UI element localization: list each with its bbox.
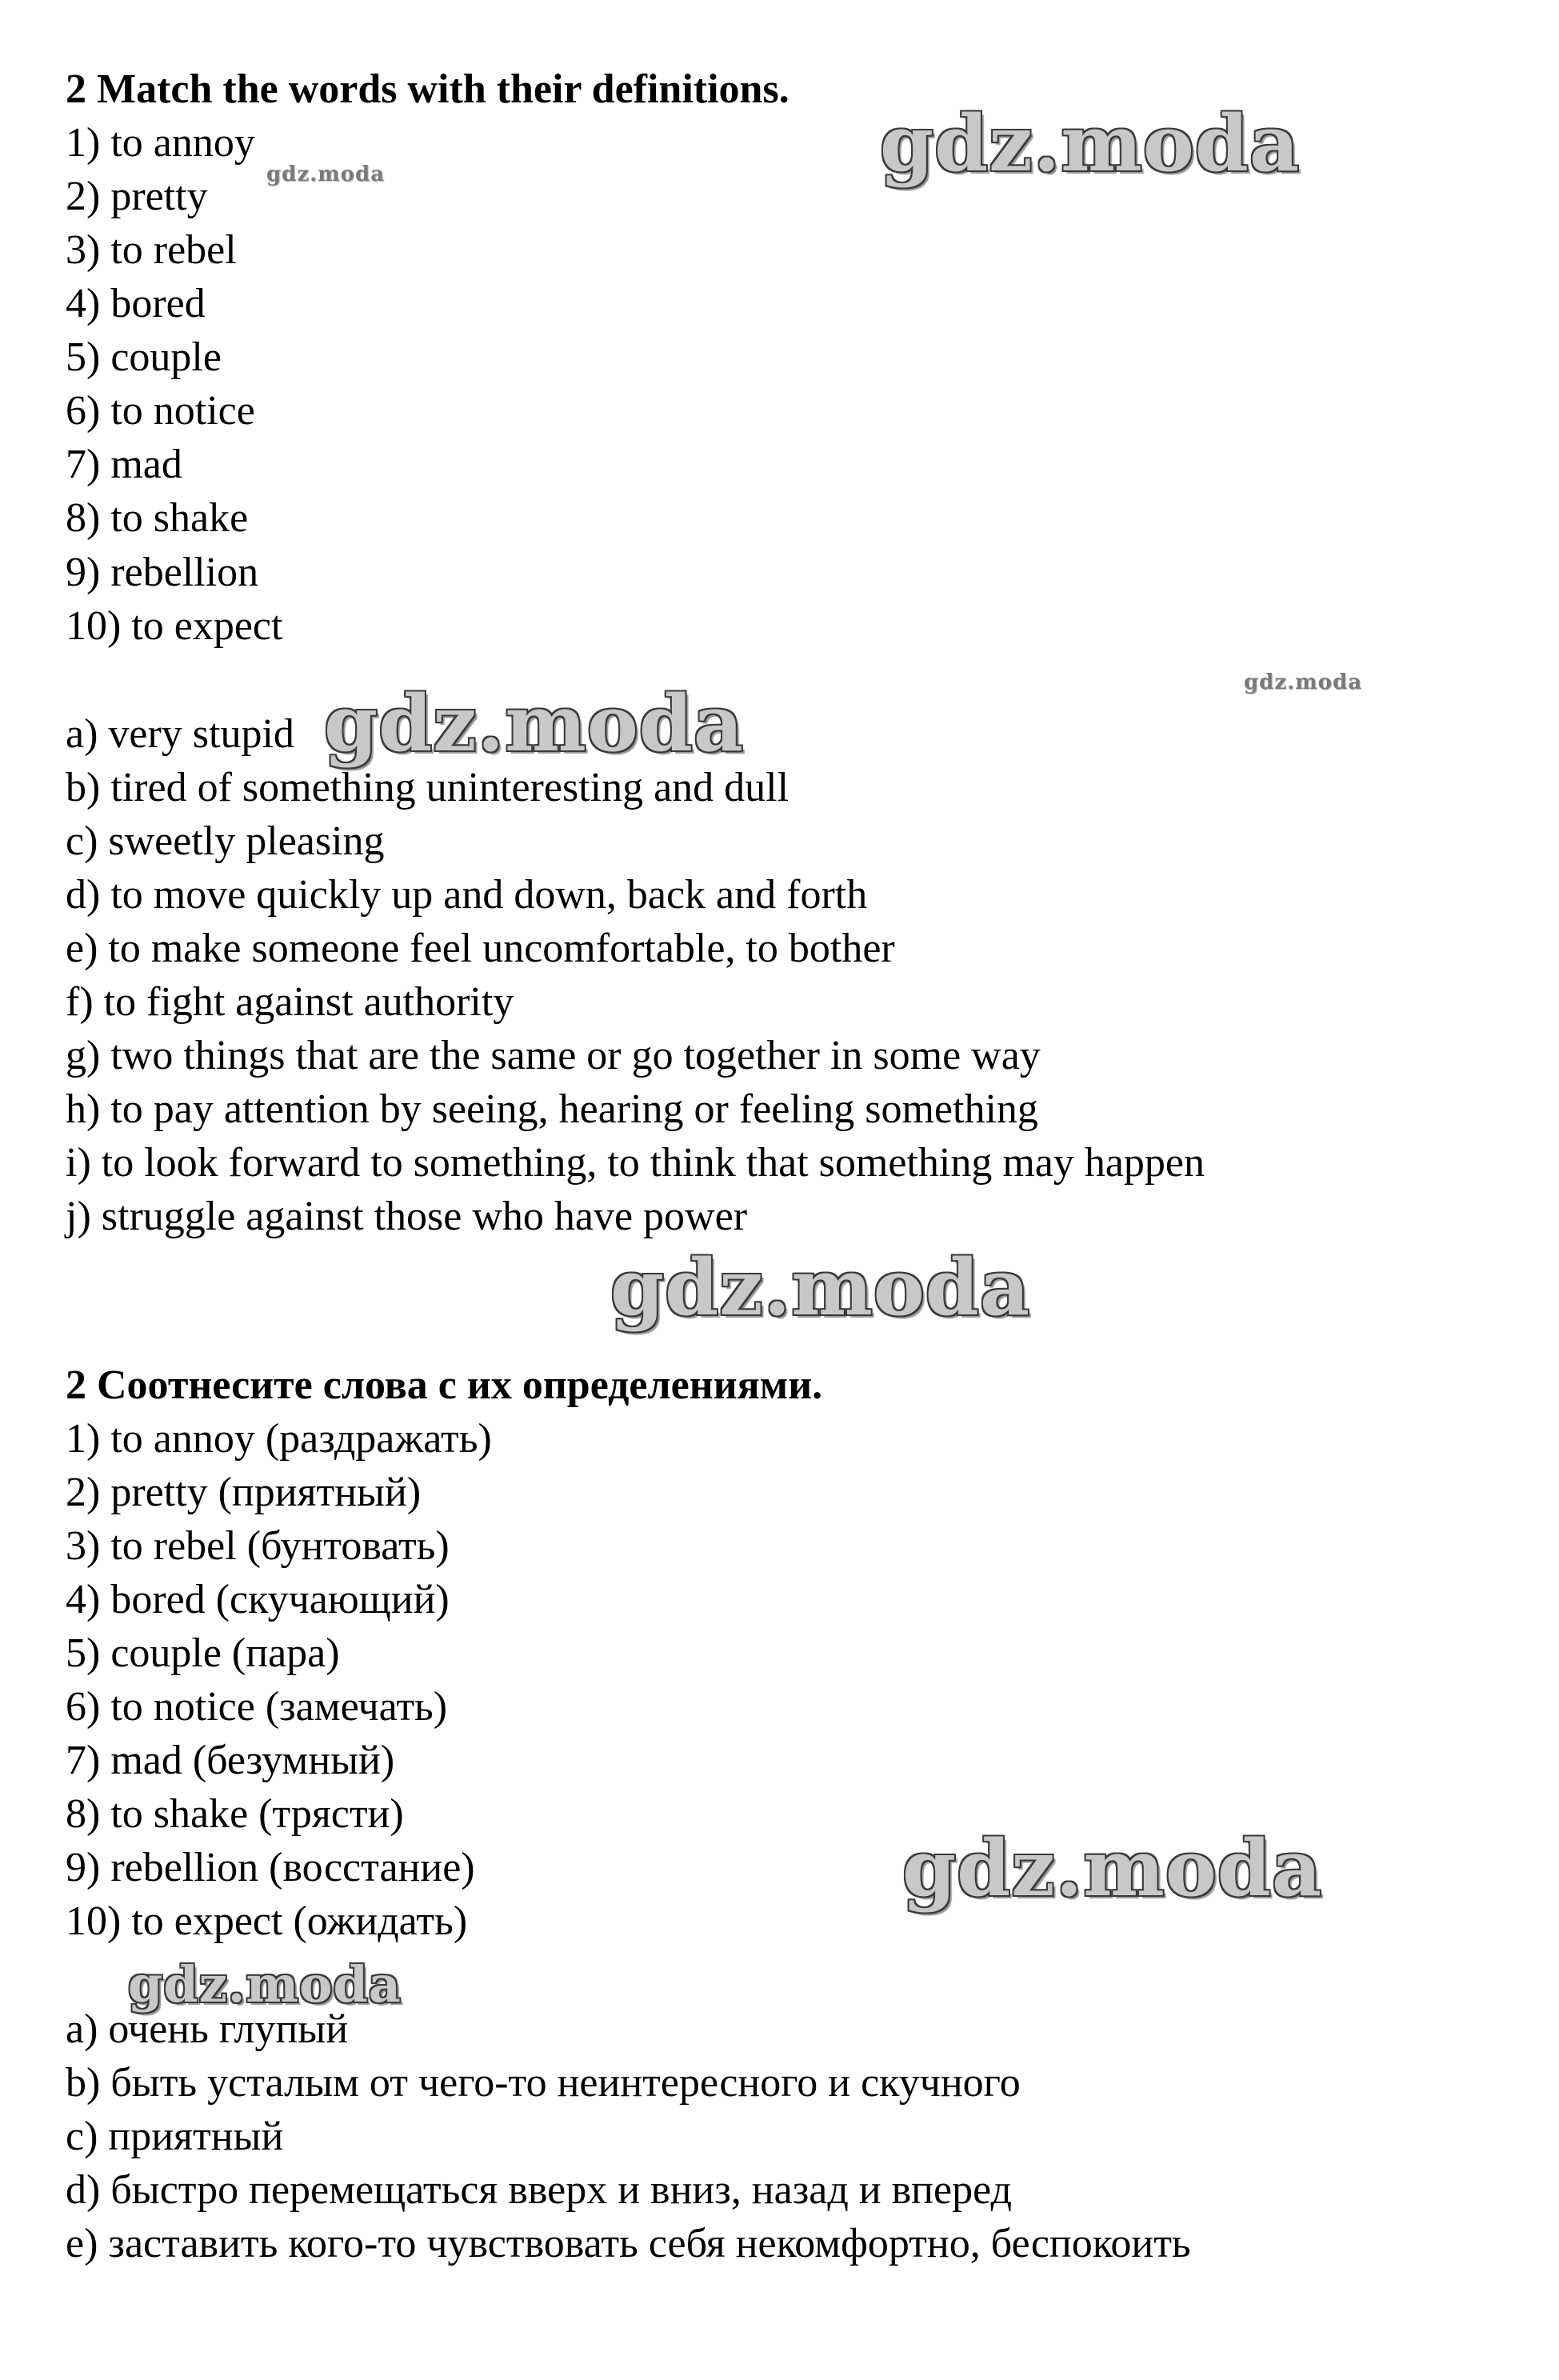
- definition-item: j) struggle against those who have power: [66, 1194, 748, 1239]
- definition-item: b) быть усталым от чего-то неинтересного и скучного: [66, 2060, 1021, 2106]
- word-item: 9) rebellion: [66, 550, 259, 595]
- definition-item: a) очень глупый: [66, 2006, 349, 2052]
- definition-item: c) sweetly pleasing: [66, 818, 385, 864]
- word-item: 6) to notice: [66, 388, 255, 434]
- word-item: 8) to shake (трясти): [66, 1791, 404, 1837]
- exercise-heading-en: 2 Match the words with their definitions.: [66, 66, 789, 112]
- word-item: 1) to annoy: [66, 120, 255, 166]
- word-item: 1) to annoy (раздражать): [66, 1416, 492, 1462]
- definition-item: d) to move quickly up and down, back and forth: [66, 872, 868, 918]
- word-item: 8) to shake: [66, 495, 249, 541]
- watermark-logo-small: gdz.moda: [1244, 670, 1363, 694]
- definition-item: i) to look forward to something, to think that something may happen: [66, 1140, 1205, 1186]
- word-item: 5) couple: [66, 334, 222, 380]
- word-item: 3) to rebel (бунтовать): [66, 1523, 450, 1569]
- definition-item: h) to pay attention by seeing, hearing or feeling something: [66, 1086, 1038, 1132]
- definition-item: g) two things that are the same or go together in some way: [66, 1033, 1041, 1078]
- watermark-logo: gdz.moda: [880, 98, 1301, 189]
- definition-item: f) to fight against authority: [66, 979, 514, 1025]
- watermark-logo: gdz.moda: [128, 1955, 402, 2014]
- word-item: 7) mad: [66, 442, 182, 487]
- definition-item: d) быстро перемещаться вверх и вниз, назад и вперед: [66, 2167, 1012, 2213]
- definition-item: e) to make someone feel uncomfortable, to bother: [66, 926, 895, 971]
- word-item: 4) bored: [66, 281, 206, 326]
- word-item: 2) pretty: [66, 174, 208, 219]
- word-item: 7) mad (безумный): [66, 1738, 395, 1783]
- word-item: 6) to notice (замечать): [66, 1684, 448, 1730]
- definition-item: a) very stupid: [66, 711, 294, 757]
- word-item: 5) couple (пара): [66, 1630, 340, 1676]
- word-item: 10) to expect: [66, 603, 283, 649]
- watermark-logo-small: gdz.moda: [266, 162, 386, 186]
- definition-item: c) приятный: [66, 2114, 284, 2159]
- watermark-logo: gdz.moda: [902, 1823, 1323, 1914]
- word-item: 9) rebellion (восстание): [66, 1845, 475, 1890]
- word-item: 10) to expect (ожидать): [66, 1898, 468, 1944]
- exercise-heading-ru: 2 Соотнесите слова с их определениями.: [66, 1362, 823, 1408]
- definition-item: e) заставить кого-то чувствовать себя некомфортно, беспокоить: [66, 2221, 1191, 2266]
- definition-item: b) tired of something uninteresting and dull: [66, 765, 789, 810]
- word-item: 4) bored (скучающий): [66, 1577, 450, 1622]
- watermark-logo: gdz.moda: [324, 678, 745, 769]
- watermark-logo: gdz.moda: [610, 1242, 1031, 1333]
- word-item: 3) to rebel: [66, 227, 237, 273]
- word-item: 2) pretty (приятный): [66, 1470, 422, 1515]
